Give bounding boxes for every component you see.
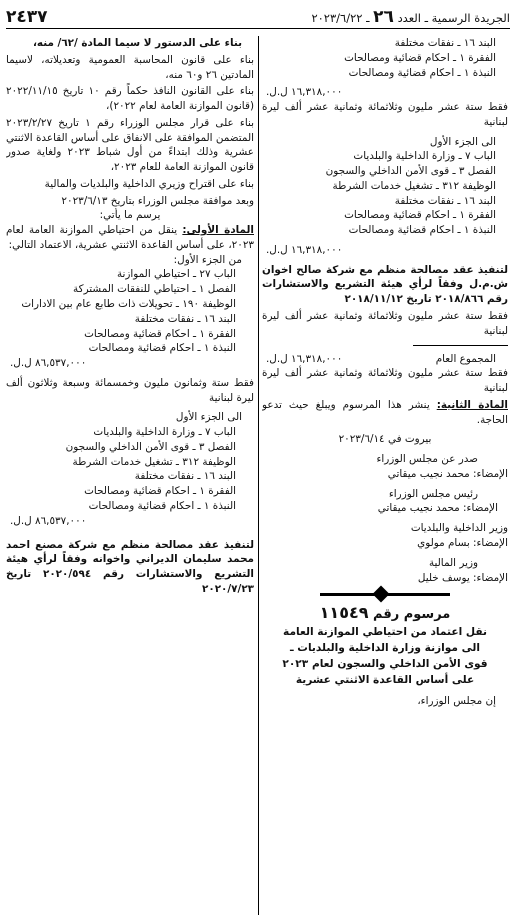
finance-minister-title: وزير المالية (428, 556, 478, 569)
amount-words-2: فقط ستة عشر مليون وثلاثمائة وثمانية عشر ألف ليرة لبنانية (262, 310, 508, 337)
decree-title-line: نقل اعتماد من احتياطي الموازنة العامة (283, 625, 487, 638)
amount-words-1: فقط ستة عشر مليون وثلاثمائة وثمانية عشر ألف ليرة لبنانية (262, 101, 508, 128)
decree-title-line: قوى الأمن الداخلي والسجون لعام ٢٠٢٣ (282, 657, 488, 670)
signature-2: الإمضاء: محمد نجيب ميقاتي (377, 502, 498, 515)
budget-item: النبذة ١ ـ احكام قضائية ومصالحات (88, 499, 236, 512)
decree-title-line: على أساس القاعدة الاثنتي عشرية (295, 673, 475, 686)
amount-words-3: فقط ستة عشر مليون وثلاثمائة وثمانية عشر ألف ليرة لبنانية (262, 367, 508, 395)
article-one (6, 223, 254, 253)
issue-number: ٢٦ (373, 6, 394, 27)
basis-ministers-proposal: بناء على اقتراح وزيري الداخلية والبلديات والمالية (44, 177, 254, 190)
column-divider (258, 36, 259, 915)
page-header (6, 6, 510, 29)
budget-item: النبذة ١ ـ احكام قضائية ومصالحات (88, 342, 236, 355)
total-label: المجموع العام (435, 352, 496, 365)
amount-2: ١٦,٣١٨,٠٠٠ ل.ل. (266, 243, 343, 256)
place-date: بيروت في ٢٠٢٣/٦/١٤ (338, 433, 432, 446)
budget-item: البند ١٦ ـ نفقات مختلفة (394, 37, 496, 49)
decrees-following: يرسم ما يأتي: (99, 209, 161, 222)
separator-ornament (320, 590, 450, 597)
budget-item: البند ١٦ ـ نفقات مختلفة (134, 470, 236, 483)
basis-accounting-law: بناء على قانون المحاسبة العمومية وتعديلاته، لاسيما المادتين ٢٦ و٦٠ منه، (6, 53, 254, 81)
budget-items-from (6, 267, 254, 356)
budget-item: الباب ٢٧ ـ احتياطي الموازنة (116, 268, 236, 281)
budget-item: الوظيفة ٣١٢ ـ تشغيل خدمات الشرطة (72, 455, 236, 468)
basis-cabinet-approval: وبعد موافقة مجلس الوزراء بتاريخ ٢٠٢٣/٦/١٣ (61, 194, 254, 207)
budget-item: البند ١٦ ـ نفقات مختلفة (134, 312, 236, 325)
left-column (6, 36, 254, 915)
article-two (262, 398, 508, 428)
budget-item: الوظيفة ١٩٠ ـ تحويلات ذات طابع عام بين الادارات (21, 298, 236, 311)
amount-1: ١٦,٣١٨,٠٠٠ ل.ل. (266, 86, 343, 99)
amount-words-from: فقط ستة وثمانون مليون وخمسمائة وسبعة وثلاثون ألف ليرة لبنانية (6, 376, 254, 404)
decree-heading (262, 602, 508, 625)
budget-item: الوظيفة ٣١٢ ـ تشغيل خدمات الشرطة (332, 179, 496, 192)
total-amount: ١٦,٣١٨,٠٠٠ ل.ل. (266, 352, 343, 365)
gazette-name: الجريدة الرسمية ـ العدد (397, 10, 510, 25)
signature-1: الإمضاء: محمد نجيب ميقاتي (387, 467, 508, 480)
budget-item: الباب ٧ ـ وزارة الداخلية والبلديات (93, 426, 236, 439)
section-heading: الى الجزء الأول (429, 135, 496, 148)
pm-title: رئيس مجلس الوزراء (388, 487, 478, 500)
budget-item: النبذة ١ ـ احكام قضائية ومصالحات (348, 224, 496, 237)
header-title (311, 5, 510, 29)
section-to: الى الجزء الأول (175, 411, 242, 424)
budget-item: الفصل ٣ ـ قوى الأمن الداخلي والسجون (325, 165, 496, 178)
section-from: من الجزء الأول: (173, 253, 242, 266)
basis-cabinet-decision: بناء على قرار مجلس الوزراء رقم ١ تاريخ ٢٠٢٣/٢/٢٧ المتضمن الموافقة على الانفاق على أساس القاعدة الاثنتي عشرية وذلك ابتداءً من أول شباط ٢٠٢٣ ولغاية صدور قانون الموازنة العامة للعام ٢٠٢٣، (6, 116, 254, 174)
basis-budget-law: بناء على القانون النافذ حكماً رقم ١٠ تاريخ ٢٠٢٢/١١/١٥ (قانون الموازنة العامة لعام ٢٠٢٢)، (6, 85, 254, 113)
decree-opening: إن مجلس الوزراء، (417, 694, 496, 707)
budget-item: النبذة ١ ـ احكام قضائية ومصالحات (348, 66, 496, 79)
basis-constitution: بناء على الدستور لا سيما المادة /٦٢/ منه، (32, 37, 242, 49)
article-one-text: ينقل من احتياطي الموازنة العامة لعام ٢٠٢٣، على أساس القاعدة الاثنتي عشرية، الاعتماد التالي: (6, 224, 254, 251)
decree-title-line: الى موازنة وزارة الداخلية والبلديات ـ (289, 641, 481, 654)
budget-item: الفقرة ١ ـ احكام قضائية ومصالحات (84, 485, 236, 498)
budget-items-to (6, 425, 254, 514)
budget-item: الفقرة ١ ـ احكام قضائية ومصالحات (344, 51, 496, 64)
decree-title (262, 625, 508, 689)
grand-total-row (262, 352, 508, 367)
article-one-label: المادة الأولى: (182, 224, 254, 237)
issue-date: ـ ٢٠٢٣/٦/٢٢ (311, 10, 370, 25)
signature-4: الإمضاء: يوسف خليل (417, 571, 508, 584)
contract-purpose: لتنفيذ عقد مصالحة منظم مع شركة صالح اخوان ش.م.ل وفقاً لرأي هيئة التشريع والاستشارات رقم ٢٠١٨/٨٦٦ تاريخ ٢٠١٨/١١/١٢ (262, 263, 508, 306)
signature-3: الإمضاء: بسام مولوي (417, 536, 508, 549)
budget-items-1 (262, 36, 508, 80)
page-number: ٢٤٣٧ (6, 6, 48, 27)
amount-to: ٨٦,٥٣٧,٠٠٠ ل.ل. (10, 514, 87, 527)
article-two-label: المادة الثانية: (436, 398, 508, 411)
budget-items-2 (262, 149, 508, 238)
budget-item: البند ١٦ ـ نفقات مختلفة (394, 194, 496, 207)
issued-by: صدر عن مجلس الوزراء (376, 453, 478, 466)
budget-item: الباب ٧ ـ وزارة الداخلية والبلديات (353, 150, 496, 163)
decree-number: ١١٥٤٩ (319, 603, 369, 623)
budget-item: الفصل ١ ـ احتياطي للنفقات المشتركة (73, 283, 236, 296)
interior-minister-title: وزير الداخلية والبلديات (410, 522, 508, 535)
amount-from: ٨٦,٥٣٧,٠٠٠ ل.ل. (10, 357, 87, 370)
budget-item: الفقرة ١ ـ احكام قضائية ومصالحات (344, 209, 496, 222)
decree-label: مرسوم رقم (373, 607, 451, 623)
article-two-text: ينشر هذا المرسوم ويبلغ حيث تدعو الحاجة. (262, 398, 508, 426)
right-column (262, 36, 508, 915)
budget-item: الفقرة ١ ـ احكام قضائية ومصالحات (84, 327, 236, 340)
budget-item: الفصل ٣ ـ قوى الأمن الداخلي والسجون (65, 440, 236, 453)
contract-purpose: لتنفيذ عقد مصالحة منظم مع شركة مصنع احمد محمد سليمان الديراني واخوانه وفقاً لرأي هيئة التشريع والاستشارات رقم ٢٠٢٠/٥٩٤ تاريخ ٢٠٢٠/٧/٢٣ (6, 538, 254, 595)
total-rule (413, 345, 508, 346)
